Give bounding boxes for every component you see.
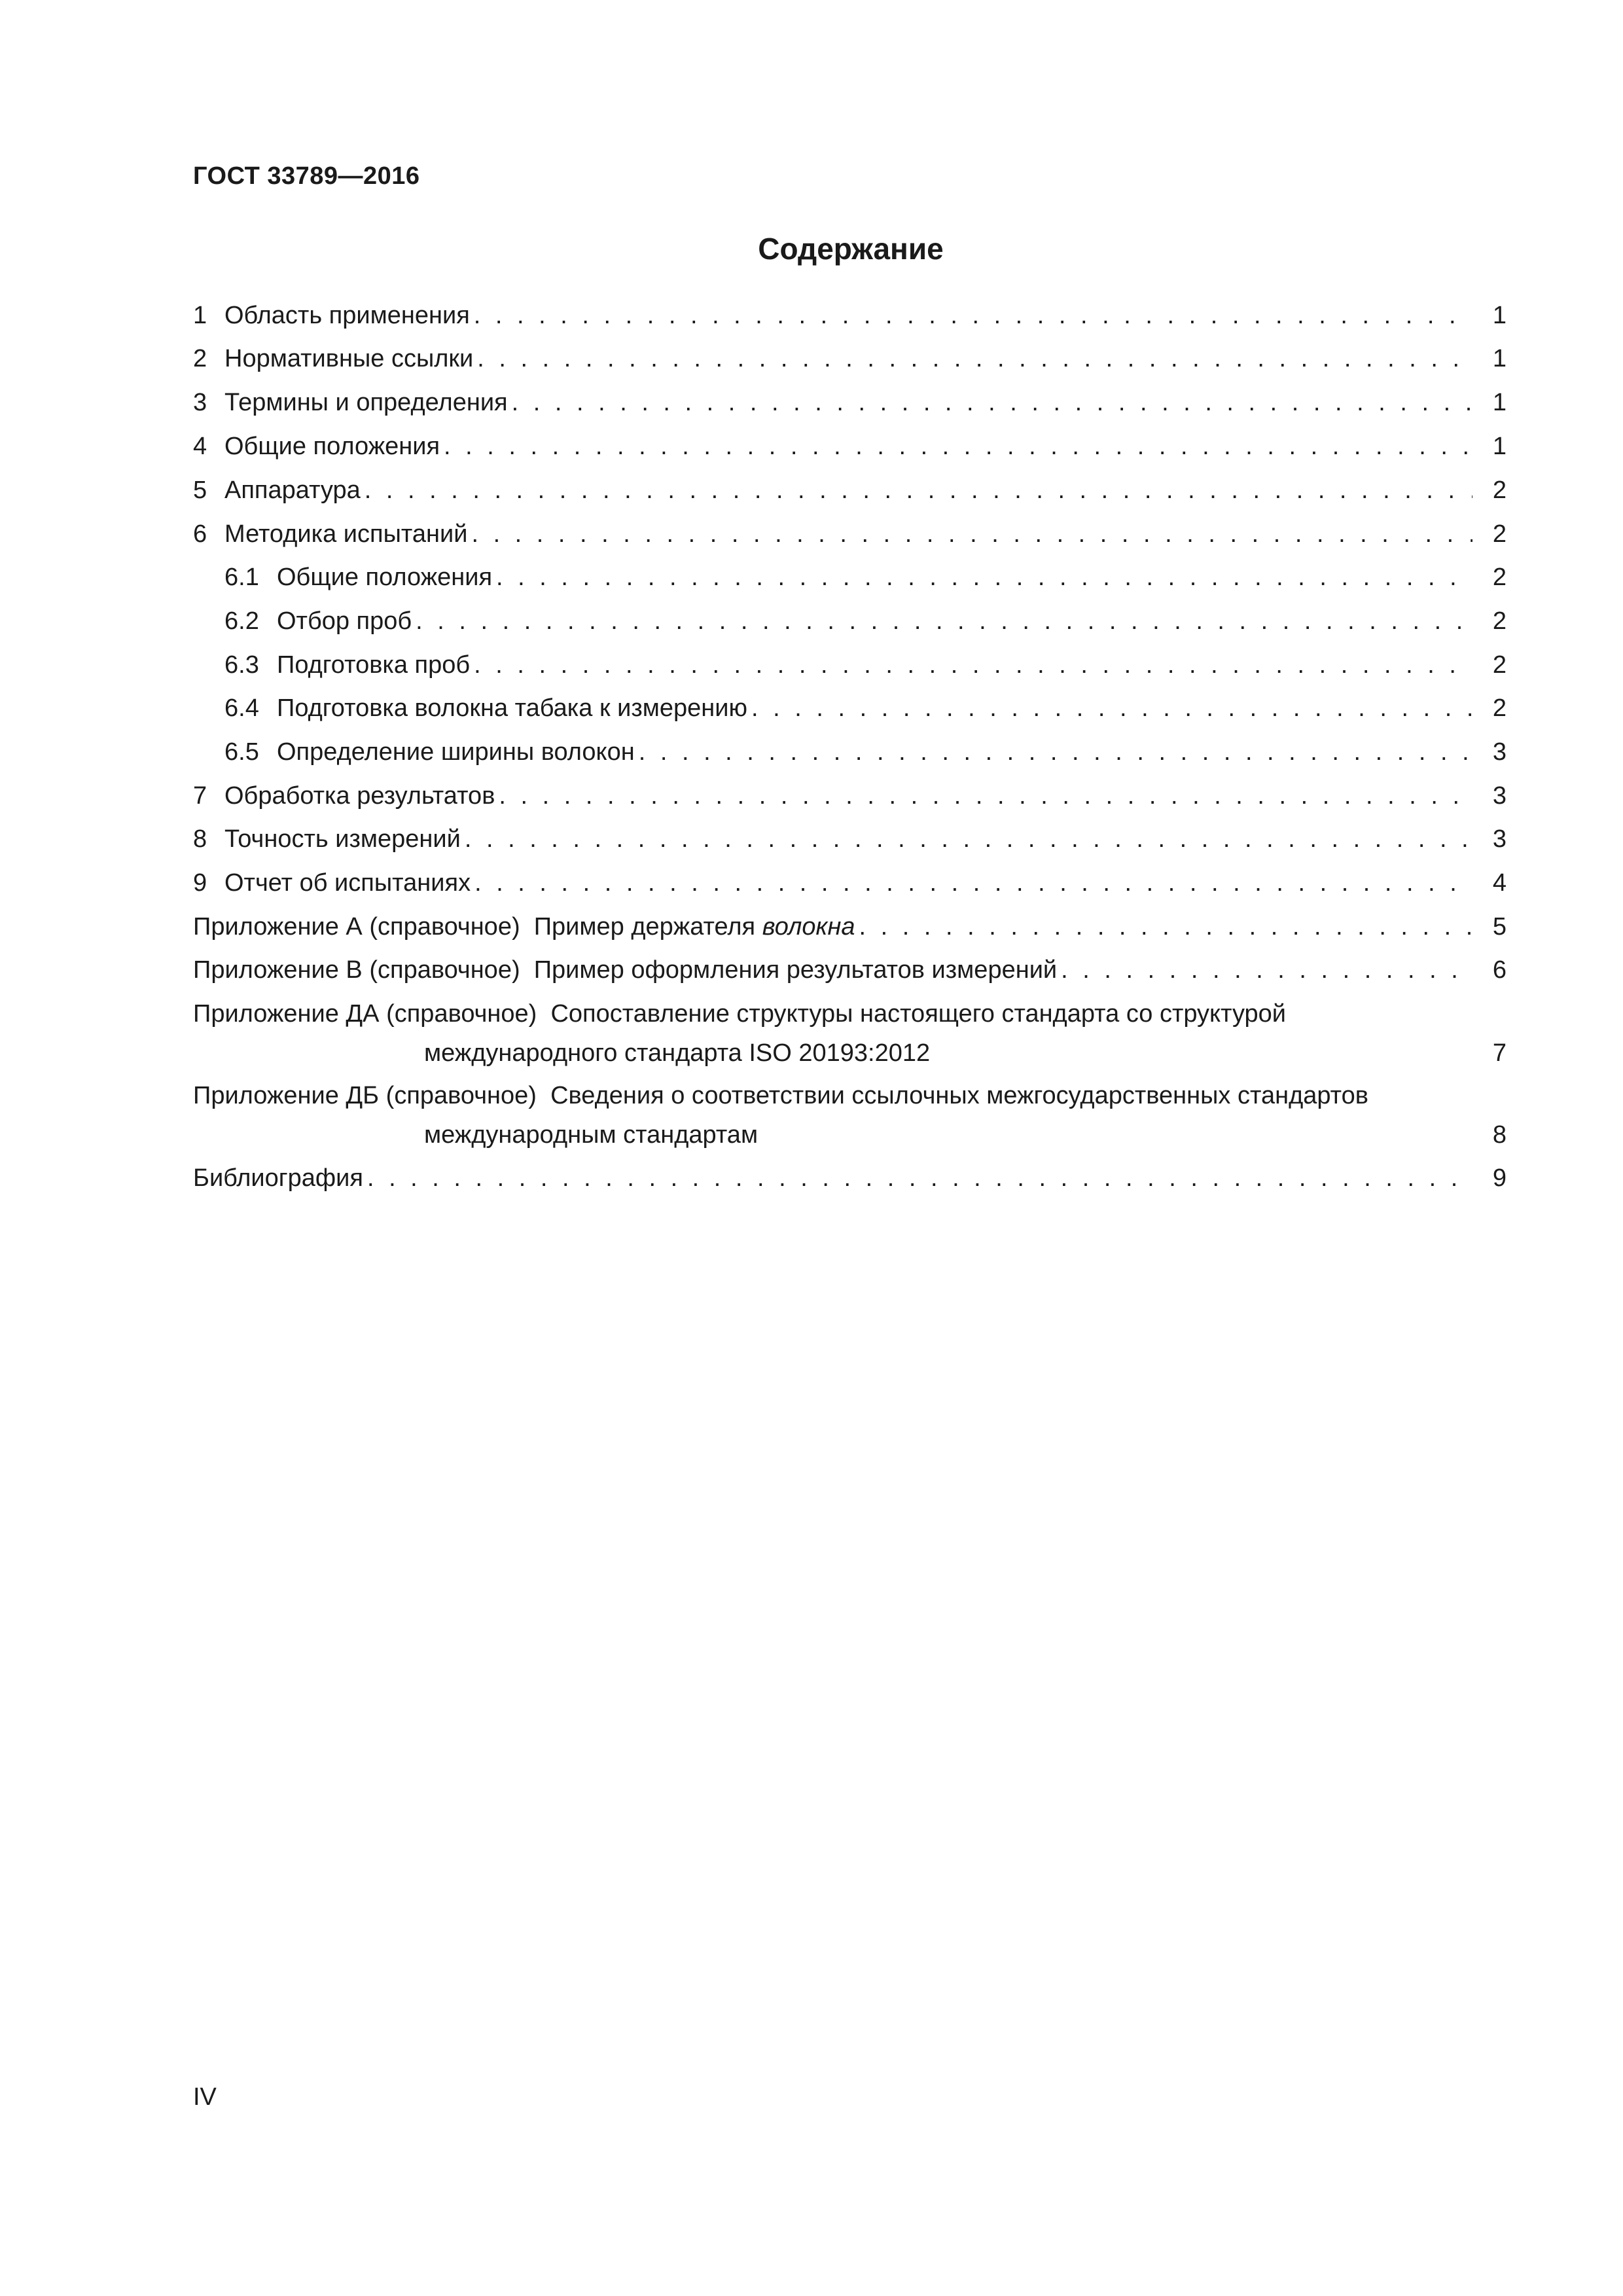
toc-entry-page: 1 xyxy=(1492,389,1507,416)
toc-entry-page: 5 xyxy=(1492,913,1507,941)
toc-entry-page: 8 xyxy=(1492,1121,1507,1149)
toc-entry-label: Общие положения xyxy=(224,433,440,460)
toc-entry-6-1[interactable] xyxy=(193,558,1507,597)
appendix-title-line2: международного стандарта ISO 20193:2012 xyxy=(424,1039,931,1067)
toc-entry-number: 1 xyxy=(193,302,207,329)
toc-entry-page: 2 xyxy=(1492,476,1507,504)
toc-leader-dots xyxy=(639,732,1472,772)
toc-entry-page: 2 xyxy=(1492,651,1507,679)
toc-entry-number: 2 xyxy=(193,345,207,372)
appendix-prefix: Приложение ДБ (справочное) xyxy=(193,1082,537,1109)
toc-entry-page: 3 xyxy=(1492,782,1507,810)
toc-entry-1[interactable] xyxy=(193,296,1507,335)
toc-entry-number: 6.2 xyxy=(224,607,259,635)
toc-leader-dots xyxy=(365,471,1472,510)
appendix-prefix: Приложение А (справочное) xyxy=(193,913,520,941)
toc-entry-6-4[interactable] xyxy=(193,689,1507,728)
toc-entry-number: 6.4 xyxy=(224,694,259,722)
appendix-prefix: Приложение ДА (справочное) xyxy=(193,1000,537,1028)
toc-entry-number: 9 xyxy=(193,869,207,897)
toc-appendix-a[interactable] xyxy=(193,907,1507,946)
toc-entry-page: 1 xyxy=(1492,302,1507,329)
toc-leader-dots xyxy=(496,558,1472,597)
toc-entry-page: 6 xyxy=(1492,956,1507,984)
toc-entry-label: Область применения xyxy=(224,302,470,329)
toc-entry-label: Отбор проб xyxy=(277,607,412,635)
toc-entry-page: 2 xyxy=(1492,520,1507,548)
toc-leader-dots xyxy=(859,907,1472,946)
toc-title: Содержание xyxy=(758,232,944,266)
appendix-title: Пример держателя xyxy=(533,913,762,941)
toc-entry-page: 9 xyxy=(1492,1164,1507,1192)
appendix-prefix: Приложение В (справочное) xyxy=(193,956,520,984)
toc-entry-label: Аппаратура xyxy=(224,476,361,504)
toc-entry-label: Отчет об испытаниях xyxy=(224,869,471,897)
toc-entry-number: 6.5 xyxy=(224,738,259,766)
toc-entry-6-3[interactable] xyxy=(193,645,1507,685)
toc-entry-label: Точность измерений xyxy=(224,825,461,853)
document-code: ГОСТ 33789—2016 xyxy=(193,162,420,190)
appendix-title-line2: международным стандартам xyxy=(424,1121,758,1149)
appendix-title-line1: Сведения о соответствии ссылочных межгосударственных стандартов xyxy=(550,1082,1368,1109)
toc-leader-dots xyxy=(474,863,1472,903)
toc-entry-page: 4 xyxy=(1492,869,1507,897)
toc-entry-label: Подготовка проб xyxy=(277,651,471,679)
toc-leader-dots xyxy=(465,819,1472,859)
toc-entry-label: Определение ширины волокон xyxy=(277,738,635,766)
toc-entry-page: 1 xyxy=(1492,433,1507,460)
toc-entry-label: Термины и определения xyxy=(224,389,508,416)
toc-entry-page: 2 xyxy=(1492,564,1507,591)
toc-entry-5[interactable] xyxy=(193,471,1507,510)
toc-entry-7[interactable] xyxy=(193,776,1507,816)
toc-appendix-b[interactable] xyxy=(193,950,1507,990)
toc-appendix-db[interactable] xyxy=(193,1076,1507,1155)
toc-entry-page: 2 xyxy=(1492,607,1507,635)
appendix-title-line1: Сопоставление структуры настоящего стандарта со структурой xyxy=(550,1000,1287,1028)
toc-entry-9[interactable] xyxy=(193,863,1507,903)
toc-entry-6-5[interactable] xyxy=(193,732,1507,772)
toc-leader-dots xyxy=(367,1158,1472,1198)
toc-entry-number: 7 xyxy=(193,782,207,810)
appendix-title-italic: волокна xyxy=(762,913,855,941)
toc-leader-dots xyxy=(416,601,1472,641)
toc-entry-label: Методика испытаний xyxy=(224,520,468,548)
toc-leader-dots xyxy=(471,514,1472,554)
toc-leader-dots xyxy=(474,296,1472,335)
toc-entry-page: 7 xyxy=(1492,1039,1507,1067)
appendix-title: Пример оформления результатов измерений xyxy=(533,956,1058,984)
toc-entry-number: 3 xyxy=(193,389,207,416)
page-number: IV xyxy=(193,2083,217,2111)
toc-leader-dots xyxy=(512,383,1472,422)
toc-entry-page: 1 xyxy=(1492,345,1507,372)
toc-entry-6[interactable] xyxy=(193,514,1507,554)
toc-entry-3[interactable] xyxy=(193,383,1507,422)
toc-entry-number: 6.1 xyxy=(224,564,259,591)
toc-leader-dots xyxy=(1061,950,1472,990)
toc-entry-page: 2 xyxy=(1492,694,1507,722)
toc-entry-label: Обработка результатов xyxy=(224,782,495,810)
toc-entry-number: 6.3 xyxy=(224,651,259,679)
toc-entry-label: Подготовка волокна табака к измерению xyxy=(277,694,748,722)
toc-entry-6-2[interactable] xyxy=(193,601,1507,641)
toc-entry-number: 4 xyxy=(193,433,207,460)
toc-leader-dots xyxy=(751,689,1472,728)
toc-entry-number: 8 xyxy=(193,825,207,853)
toc-entry-number: 5 xyxy=(193,476,207,504)
toc-entry-label: Нормативные ссылки xyxy=(224,345,474,372)
toc-bibliography[interactable] xyxy=(193,1158,1507,1198)
toc-entry-label: Общие положения xyxy=(277,564,493,591)
toc-leader-dots xyxy=(474,645,1472,685)
toc-leader-dots xyxy=(499,776,1472,816)
toc-entry-page: 3 xyxy=(1492,738,1507,766)
toc-entry-label: Библиография xyxy=(193,1164,363,1192)
toc-entry-4[interactable] xyxy=(193,427,1507,466)
toc-entry-2[interactable] xyxy=(193,339,1507,378)
toc-entry-number: 6 xyxy=(193,520,207,548)
toc-leader-dots xyxy=(444,427,1472,466)
toc-leader-dots xyxy=(477,339,1472,378)
toc-entry-page: 3 xyxy=(1492,825,1507,853)
toc-entry-8[interactable] xyxy=(193,819,1507,859)
toc-appendix-da[interactable] xyxy=(193,994,1507,1073)
